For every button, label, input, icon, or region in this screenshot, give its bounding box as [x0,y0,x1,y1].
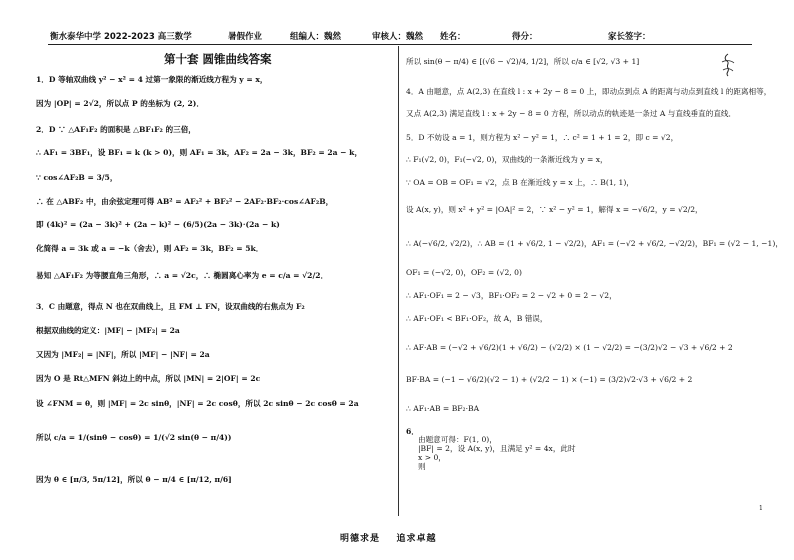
header-name: 姓名： [440,32,466,42]
answer-line: ∵ OA = OB = OF₁ = √2，点 B 在渐近线 y = x 上，∴ B(1, 1)， [406,178,634,187]
answer-line: ∴ A(−√6/2, √2/2)，∴ AB = (1 + √6/2, 1 − √2/2)，AF₁ = (−√2 + √6/2, −√2/2)，BF₁ = (√2 − 1, −1)， [406,239,783,248]
answer-line: 化简得 a = 3k 或 a = −k（舍去），则 AF₂ = 3k，BF₂ = 5k． [36,244,264,253]
answer-line: 则 [418,462,426,471]
page-footer: 明德求是 追求卓越 [340,534,437,544]
answer-line: 因为 θ ∈ [π/3, 5π/12]，所以 θ − π/4 ∈ [π/12, π/6] [36,475,232,484]
header-school: 衡水泰华中学 2022-2023 高三数学 [50,32,192,42]
answer-line: 5．D 不妨设 a = 1，则方程为 x² − y² = 1，∴ c² = 1 + 1 = 2，即 c = √2， [406,133,679,142]
answer-line: ∴ AF₁·AB = BF₂·BA [406,404,480,413]
header-signature: 家长签字： [608,32,651,42]
answer-line: 因为 |OP| = 2√2，所以点 P 的坐标为 (2, 2)． [36,99,204,108]
answer-line: ∴ AF·AB = (−√2 + √6/2)(1 + √6/2) − (√2/2) × (1 − √2/2) = −(3/2)√2 − √3 + √6/2 + 2 [406,343,733,352]
answer-line: 易知 △AF₁F₂ 为等腰直角三角形，∴ a = √2c，∴ 椭圆离心率为 e = c/a = √2/2． [36,271,329,280]
page-header [0,28,794,44]
answer-line: ∴ AF₁·OF₁ = 2 − √3，BF₁·OF₂ = 2 − √2 + 0 = 2 − √2， [406,291,617,300]
answer-line: OF₁ = (−√2, 0)，OF₂ = (√2, 0) [406,268,522,277]
answer-line: 又点 A(2,3) 满足直线 l : x + 2y − 8 = 0 方程，所以动点的轨迹是一条过 A 与直线垂直的直线． [406,109,737,118]
answer-line: 所以 sin(θ − π/4) ∈ [(√6 − √2)/4, 1/2]，所以 c/a ∈ [√2, √3 + 1] [406,57,640,66]
answer-line: BF·BA = (−1 − √6/2)(√2 − 1) + (√2/2 − 1) × (−1) = (3/2)√2·√3 + √6/2 + 2 [406,375,693,384]
answer-line: 设 A(x, y)，则 x² + y² = |OA|² = 2，∵ x² − y² = 1，解得 x = −√6/2，y = √2/2， [406,205,703,214]
answer-line: 由题意可得：F(1, 0)， [418,435,497,444]
header-reviewer: 审核人：魏然 [372,32,424,42]
answer-line: ∴ F₁(√2, 0)，F₁(−√2, 0)，双曲线的一条渐近线为 y = x， [406,155,608,164]
answer-line: |BF| = 2，设 A(x, y)，且满足 y² = 4x，此时 [418,444,576,453]
answer-line: 1．D 等轴双曲线 y² − x² = 4 过第一象限的渐近线方程为 y = x， [36,75,268,84]
answer-line: ∴ AF₁·OF₁ < BF₁·OF₂，故 A，B 错误， [406,314,548,323]
answer-line: 即 (4k)² = (2a − 3k)² + (2a − k)² − (6/5)(2a − 3k)·(2a − k) [36,220,280,229]
sketch-figure-icon [716,52,740,80]
answer-line: 6． [406,427,419,436]
header-work: 暑假作业 [228,32,263,42]
header-rule [48,44,752,45]
answer-line: ∴ AF₁ = 3BF₁，设 BF₁ = k (k > 0)，则 AF₁ = 3k，AF₂ = 2a − 3k，BF₂ = 2a − k， [36,148,363,157]
answer-line: ∵ cos∠AF₂B = 3/5， [36,173,118,182]
header-editor: 组编人：魏然 [290,32,342,42]
answer-line: 又因为 |MF₂| = |NF|，所以 |MF| − |NF| = 2a [36,350,210,359]
answer-line: ∴ 在 △ABF₂ 中，由余弦定理可得 AB² = AF₂² + BF₂² − 2AF₂·BF₂·cos∠AF₂B， [36,197,334,206]
answer-line: 所以 c/a = 1/(sinθ − cosθ) = 1/(√2 sin(θ − π/4)) [36,433,232,442]
answer-line: x > 0， [418,453,446,462]
answer-line: 2．D ∵ △AF₁F₂ 的面积是 △BF₁F₂ 的三倍， [36,125,196,134]
answer-line: 根据双曲线的定义：|MF| − |MF₂| = 2a [36,326,180,335]
page-title: 第十套 圆锥曲线答案 [164,52,272,66]
answer-line: 3．C 由题意，得点 N 也在双曲线上，且 FM ⊥ FN，设双曲线的右焦点为 F₂ [36,302,305,311]
header-score: 得分： [512,32,538,42]
answer-line: 设 ∠FNM = θ，则 |MF| = 2c sinθ，|NF| = 2c cosθ，所以 2c sinθ − 2c cosθ = 2a [36,399,359,408]
column-divider [398,46,399,516]
answer-line: 4．A 由题意，点 A(2,3) 在直线 l : x + 2y − 8 = 0 上，即动点到点 A 的距离与动点到直线 l 的距离相等， [406,87,772,96]
answer-line: 因为 O 是 Rt△MFN 斜边上的中点，所以 |MN| = 2|OF| = 2c [36,374,261,383]
page-number: 1 [759,505,763,512]
